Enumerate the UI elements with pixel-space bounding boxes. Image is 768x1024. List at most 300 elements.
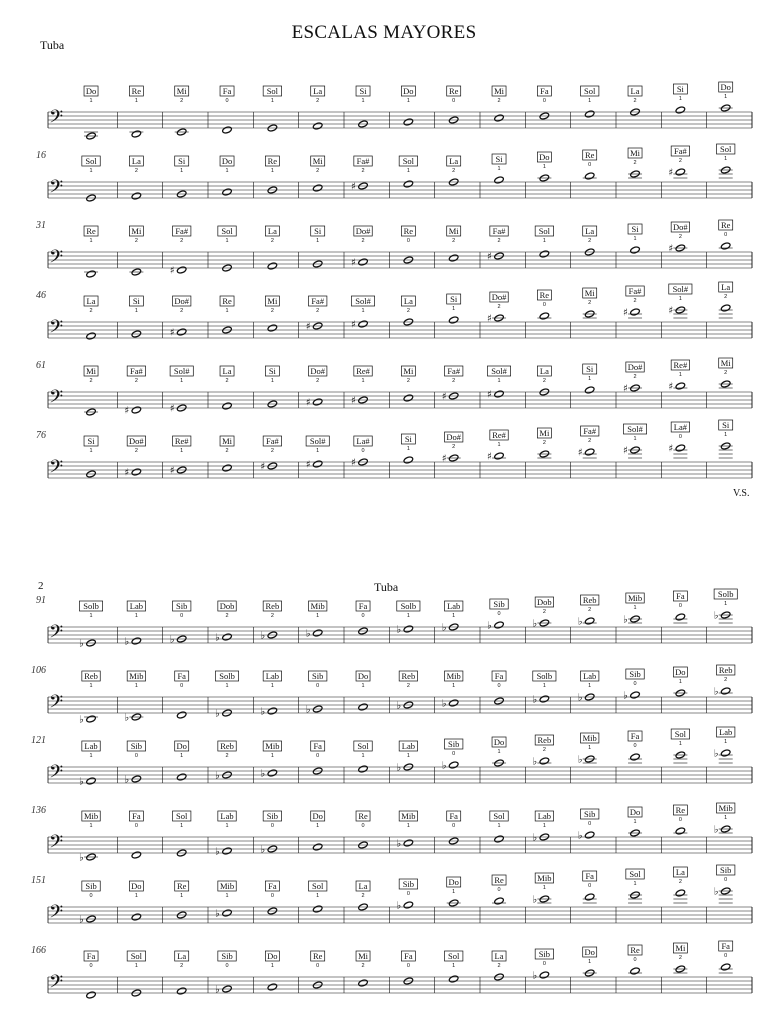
fingering: 1	[180, 448, 184, 454]
whole-note	[358, 258, 368, 266]
note-name: Sib	[312, 671, 324, 681]
flat-sign: ♭	[623, 614, 628, 626]
fingering: 1	[89, 98, 93, 104]
fingering: 2	[134, 168, 138, 174]
note-name-box	[626, 869, 644, 887]
fingering: 0	[724, 877, 728, 883]
whole-note	[358, 765, 368, 773]
fingering: 1	[89, 238, 93, 244]
note-name: Sol	[176, 811, 188, 821]
fingering: 0	[134, 823, 138, 829]
whole-note	[312, 122, 322, 130]
note-name-box	[220, 156, 234, 174]
fingering: 2	[316, 378, 320, 384]
note-name: Si	[178, 156, 186, 166]
whole-note	[675, 889, 685, 897]
note-name-box	[218, 601, 236, 619]
note-name: Re	[312, 951, 323, 961]
sharp-sign: ♯	[487, 451, 492, 463]
fingering: 2	[406, 378, 410, 384]
fingering: 1	[180, 823, 184, 829]
note-name-box	[175, 741, 189, 759]
note-name-box	[447, 811, 461, 829]
flat-sign: ♭	[260, 706, 266, 718]
note-name-box	[537, 290, 551, 308]
sharp-sign: ♯	[351, 457, 356, 469]
fingering: 0	[542, 98, 546, 104]
note-name: Mi	[448, 226, 459, 236]
note-name: Do	[267, 951, 278, 961]
note-name: Si	[87, 436, 95, 446]
fingering: 1	[316, 893, 320, 899]
note-name: Mi	[539, 428, 550, 438]
fingering: 1	[361, 378, 365, 384]
whole-note	[584, 617, 594, 625]
note-name: Mi	[358, 951, 369, 961]
note-name: Mi	[403, 366, 414, 376]
fingering: 0	[452, 98, 456, 104]
note-name: Fa	[449, 811, 458, 821]
sharp-sign: ♯	[305, 321, 311, 333]
flat-sign: ♭	[441, 622, 447, 634]
sharp-sign: ♯	[305, 397, 311, 409]
note-name: Do	[629, 807, 641, 817]
fingering: 1	[89, 613, 93, 619]
flat-sign: ♭	[305, 704, 311, 716]
fingering: 0	[361, 448, 365, 454]
bass-clef: 𝄢	[49, 317, 64, 342]
whole-note	[131, 637, 141, 645]
note-name-box	[490, 226, 508, 244]
note-name-box	[492, 671, 506, 689]
fingering: 1	[361, 683, 365, 689]
fingering: 2	[678, 234, 682, 240]
note-name-box	[717, 727, 735, 745]
note-name-box	[401, 86, 415, 104]
flat-sign: ♭	[713, 686, 719, 698]
whole-note	[720, 687, 730, 695]
whole-note	[630, 753, 640, 761]
fingering: 1	[588, 745, 592, 751]
note-name: Fa	[630, 731, 640, 741]
note-name: Si	[404, 434, 412, 444]
note-name-box	[671, 360, 689, 378]
note-name: Sol#	[309, 436, 326, 446]
note-name: Mi	[494, 86, 505, 96]
note-name: Fa#	[583, 426, 597, 436]
note-name: Fa#	[129, 366, 143, 376]
note-name: Fa	[313, 741, 322, 751]
fingering: 1	[452, 683, 456, 689]
note-name: Do	[493, 737, 505, 747]
whole-note	[403, 839, 413, 847]
whole-note	[675, 168, 685, 176]
note-name: Re	[176, 881, 187, 891]
note-name: Sol	[357, 741, 369, 751]
bass-clef: 𝄢	[49, 247, 64, 272]
note-name: Lab	[129, 601, 143, 611]
fingering: 0	[678, 817, 682, 823]
note-name: La	[86, 296, 96, 306]
bass-clef: 𝄢	[49, 622, 64, 647]
note-name: Mib	[401, 811, 416, 821]
bass-clef: 𝄢	[49, 457, 64, 482]
sharp-sign: ♯	[441, 453, 447, 465]
fingering: 2	[542, 440, 546, 446]
note-name-box	[127, 601, 145, 619]
note-name-box	[220, 436, 234, 454]
note-name-box	[581, 595, 599, 613]
note-name-box	[447, 226, 461, 244]
note-name: Sol	[720, 144, 732, 154]
measure-number: 46	[36, 290, 46, 301]
fingering: 1	[588, 376, 592, 382]
fingering: 2	[452, 168, 456, 174]
note-name-box	[537, 152, 551, 170]
note-name: Re	[358, 811, 368, 821]
sharp-sign: ♯	[169, 403, 175, 415]
fingering: 2	[89, 378, 93, 384]
fingering: 1	[180, 893, 184, 899]
note-name: Sib	[85, 881, 97, 891]
note-name: Sib	[584, 809, 596, 819]
note-name: Lab	[583, 671, 597, 681]
note-name-box	[220, 296, 234, 314]
fingering: 1	[89, 168, 93, 174]
fingering: 1	[406, 168, 410, 174]
note-name: Re	[448, 86, 459, 96]
whole-note	[539, 250, 549, 258]
note-name-box	[175, 951, 189, 969]
fingering: 2	[542, 747, 546, 753]
whole-note	[267, 324, 277, 332]
whole-note	[86, 270, 96, 278]
note-name: Do	[221, 156, 233, 166]
fingering: 1	[406, 613, 410, 619]
fingering: 0	[588, 821, 592, 827]
fingering: 1	[497, 749, 501, 755]
bass-clef: 𝄢	[49, 832, 64, 857]
flat-sign: ♭	[396, 624, 402, 636]
sharp-sign: ♯	[305, 459, 311, 471]
note-name: Mi	[176, 86, 187, 96]
note-name: Mi	[222, 436, 233, 446]
note-name-box	[356, 86, 370, 104]
note-name-box	[628, 148, 642, 166]
fingering: 2	[361, 893, 365, 899]
note-name-box	[306, 436, 329, 454]
fingering: 1	[633, 436, 637, 442]
note-name-box	[490, 811, 508, 829]
page-number: 2	[38, 580, 44, 592]
note-name-box	[356, 811, 370, 829]
note-name: Sol	[402, 156, 415, 166]
whole-note	[448, 975, 458, 983]
fingering: 1	[497, 166, 501, 172]
whole-note	[222, 909, 232, 917]
fingering: 1	[225, 168, 229, 174]
fingering: 2	[316, 98, 320, 104]
note-name-box	[401, 951, 415, 969]
flat-sign: ♭	[532, 756, 538, 768]
note-name-box	[623, 424, 646, 442]
whole-note	[131, 468, 141, 476]
note-name: Fa	[86, 951, 96, 961]
note-name: Si	[132, 296, 140, 306]
fingering: 0	[406, 963, 410, 969]
fingering: 1	[588, 683, 592, 689]
note-name: Do#	[491, 292, 507, 302]
note-name-box	[263, 811, 281, 829]
fingering: 2	[633, 374, 637, 380]
fingering: 1	[452, 963, 456, 969]
staff-system	[48, 82, 752, 140]
note-name: Sib	[266, 811, 279, 821]
note-name-box	[354, 226, 372, 244]
note-name-box	[628, 945, 642, 963]
whole-note	[267, 707, 277, 715]
note-name: Sol#	[173, 366, 190, 376]
note-name: Reb	[582, 595, 597, 605]
note-name: Do	[584, 947, 595, 957]
note-name-box	[84, 86, 98, 104]
whole-note	[222, 633, 232, 641]
note-name-box	[218, 811, 236, 829]
note-name: Si	[586, 364, 594, 374]
note-name: Si	[495, 154, 503, 164]
flat-sign: ♭	[260, 844, 266, 856]
note-name-box	[669, 284, 692, 302]
note-name: Fa	[358, 601, 368, 611]
sharp-sign: ♯	[351, 257, 356, 269]
whole-note	[494, 390, 504, 398]
whole-note	[448, 316, 458, 324]
fingering: 1	[452, 889, 456, 895]
note-name: Re	[86, 226, 96, 236]
note-name-box	[82, 156, 100, 174]
bass-clef: 𝄢	[49, 177, 64, 202]
note-name-box	[356, 671, 370, 689]
staff-system	[36, 589, 752, 650]
note-name: Sib	[176, 601, 188, 611]
fingering: 0	[316, 683, 320, 689]
fingering: 2	[406, 308, 410, 314]
flat-sign: ♭	[532, 970, 538, 982]
note-name: Solb	[400, 601, 417, 611]
staff-system	[31, 941, 752, 999]
note-name: Reb	[265, 601, 280, 611]
flat-sign: ♭	[305, 628, 311, 640]
fingering: 0	[452, 823, 456, 829]
whole-note	[630, 967, 640, 975]
note-name-box	[719, 220, 733, 238]
note-name: Mi	[267, 296, 278, 306]
fingering: 1	[678, 96, 682, 102]
whole-note	[176, 711, 186, 719]
fingering: 1	[406, 753, 410, 759]
whole-note	[584, 110, 594, 118]
fingering: 0	[678, 434, 682, 440]
note-name-box	[492, 875, 506, 893]
note-name: Lab	[537, 811, 551, 821]
sharp-sign: ♯	[351, 181, 356, 193]
whole-note	[222, 188, 232, 196]
note-name-box	[490, 292, 508, 310]
note-name: La	[222, 366, 232, 376]
sharp-sign: ♯	[351, 395, 356, 407]
whole-note	[131, 192, 141, 200]
fingering: 1	[678, 296, 682, 302]
fingering: 0	[633, 681, 637, 687]
note-name: Si	[268, 366, 276, 376]
flat-sign: ♭	[260, 630, 266, 642]
flat-sign: ♭	[713, 886, 719, 898]
note-name: Lab	[220, 811, 234, 821]
fingering: 1	[89, 753, 93, 759]
flat-sign: ♭	[215, 984, 220, 996]
note-name-box	[583, 871, 597, 889]
sharp-sign: ♯	[487, 389, 492, 401]
note-name-box	[265, 366, 279, 384]
note-name: Fa#	[356, 156, 370, 166]
note-name-box	[717, 144, 735, 162]
note-name: Solb	[717, 589, 734, 599]
flat-sign: ♭	[79, 776, 84, 788]
note-name-box	[673, 867, 687, 885]
fingering: 1	[542, 885, 546, 891]
note-name: La	[358, 881, 368, 891]
note-name: Re	[584, 150, 595, 160]
whole-note	[720, 304, 730, 312]
fingering: 1	[225, 308, 229, 314]
note-name-box	[719, 282, 733, 300]
note-name-box	[535, 949, 553, 967]
note-name-box	[626, 593, 644, 611]
note-name-box	[309, 296, 327, 314]
note-name: Re	[675, 805, 686, 815]
fingering: 2	[180, 963, 184, 969]
whole-note	[176, 266, 186, 274]
note-name-box	[173, 811, 191, 829]
fingering: 1	[134, 613, 138, 619]
note-name: La	[177, 951, 187, 961]
note-name: La	[585, 226, 595, 236]
note-name: Mib	[718, 803, 733, 813]
whole-note	[131, 406, 141, 414]
fingering: 1	[134, 893, 138, 899]
note-name: Mi	[720, 358, 731, 368]
fingering: 1	[588, 98, 592, 104]
fingering: 0	[406, 891, 410, 897]
note-name-box	[673, 84, 687, 102]
whole-note	[131, 130, 141, 138]
fingering: 2	[134, 378, 138, 384]
fingering: 0	[588, 883, 592, 889]
note-name-box	[487, 366, 510, 384]
note-name-box	[533, 671, 556, 689]
fingering: 1	[225, 238, 229, 244]
bass-clef: 𝄢	[49, 972, 64, 997]
note-name-box	[311, 951, 325, 969]
flat-sign: ♭	[396, 700, 402, 712]
sharp-sign: ♯	[169, 465, 175, 477]
sharp-sign: ♯	[260, 461, 266, 473]
fingering: 2	[588, 300, 592, 306]
note-name-box	[175, 881, 189, 899]
note-name: Sol	[584, 86, 596, 96]
note-name: Mi	[131, 226, 142, 236]
flat-sign: ♭	[623, 690, 628, 702]
fingering: 1	[633, 236, 637, 242]
fingering: 0	[497, 887, 501, 893]
note-name: Solb	[219, 671, 235, 681]
bass-clef: 𝄢	[49, 762, 64, 787]
fingering: 2	[180, 98, 184, 104]
note-name: Sib	[629, 669, 641, 679]
fingering: 1	[678, 372, 682, 378]
note-name: Do#	[310, 366, 326, 376]
fingering: 0	[180, 613, 184, 619]
note-name: Mi	[584, 288, 595, 298]
note-name-box	[581, 733, 599, 751]
fingering: 0	[361, 613, 365, 619]
fingering: 2	[225, 378, 229, 384]
fingering: 1	[542, 683, 546, 689]
fingering: 1	[180, 753, 184, 759]
note-name-box	[492, 951, 506, 969]
measure-number: 31	[36, 220, 46, 231]
note-name-box	[399, 671, 417, 689]
note-name-box	[265, 156, 279, 174]
measure-number: 121	[31, 735, 46, 746]
note-name: Sol	[221, 226, 233, 236]
note-name: La	[539, 366, 549, 376]
note-name-box	[671, 729, 689, 747]
whole-note	[584, 448, 594, 456]
whole-note	[675, 382, 685, 390]
fingering: 2	[633, 98, 637, 104]
whole-note	[222, 126, 232, 134]
note-name-box	[173, 436, 191, 454]
fingering: 1	[316, 448, 320, 454]
note-name-box	[628, 731, 642, 749]
whole-note	[584, 172, 594, 180]
staff-system	[31, 727, 752, 788]
note-name-box	[263, 86, 281, 104]
note-name: Sib	[538, 949, 551, 959]
sharp-sign: ♯	[487, 313, 492, 325]
note-name: Do#	[129, 436, 144, 446]
fingering: 2	[180, 308, 184, 314]
fingering: 0	[89, 893, 93, 899]
note-name-box	[401, 434, 415, 452]
note-name-box	[628, 224, 642, 242]
note-name: Do#	[446, 432, 462, 442]
measure-number: 136	[31, 805, 46, 816]
note-name-box	[492, 154, 506, 172]
bass-clef: 𝄢	[49, 692, 64, 717]
fingering: 2	[134, 238, 138, 244]
note-name: La	[313, 86, 323, 96]
fingering: 1	[89, 823, 93, 829]
flat-sign: ♭	[577, 754, 583, 766]
fingering: 1	[225, 683, 229, 689]
sharp-sign: ♯	[668, 305, 674, 317]
fingering: 1	[497, 823, 501, 829]
fingering: 2	[452, 444, 456, 450]
fingering: 2	[225, 753, 229, 759]
whole-note	[630, 308, 640, 316]
